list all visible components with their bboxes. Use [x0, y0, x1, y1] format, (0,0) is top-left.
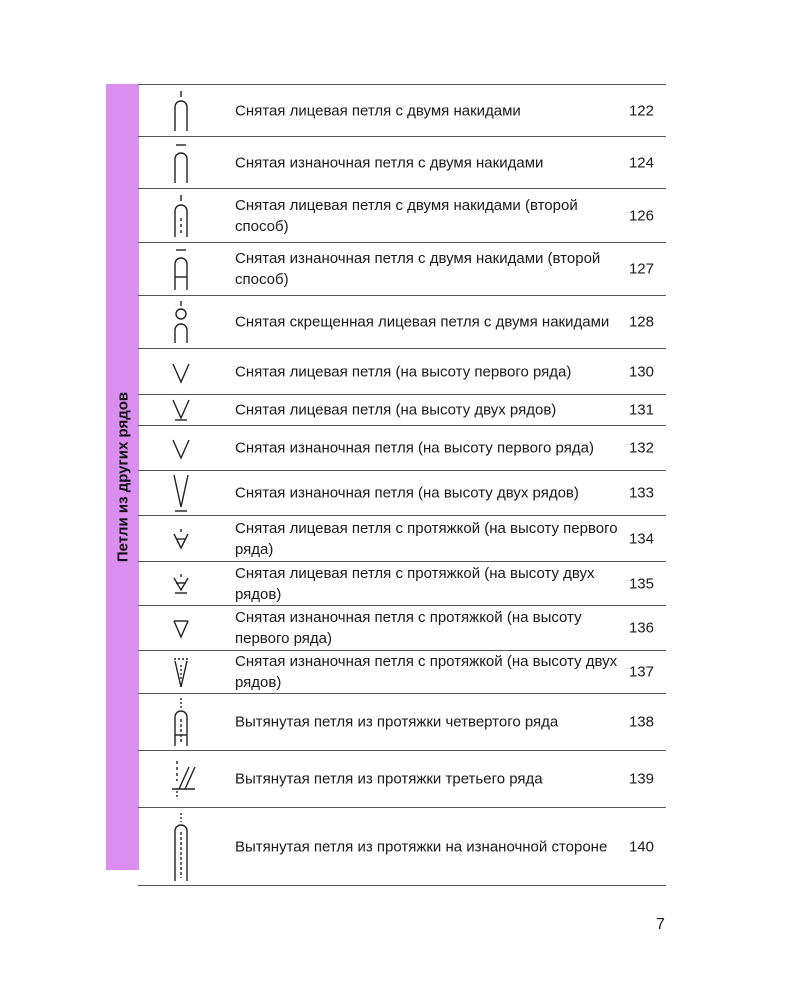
table-row [138, 751, 666, 808]
section-tab-label: Петли из других рядов [114, 391, 131, 563]
slip-purl-strand-two-rows-icon [171, 655, 191, 689]
table-row [138, 694, 666, 751]
row-label: Снятая изнаночная петля с двумя накидами (второй способ) [235, 250, 601, 288]
slip-knit-two-yarnovers-icon [171, 90, 191, 132]
elongated-loop-wrong-side-icon [171, 812, 191, 882]
row-label: Снятая изнаночная петля с протяжкой (на высоту первого ряда) [235, 609, 582, 647]
slip-knit-two-yarnovers-alt-icon [171, 194, 191, 238]
row-page: 133 [628, 484, 654, 502]
table-row [138, 471, 666, 516]
slip-purl-two-yarnovers-alt-icon [171, 247, 191, 291]
slip-twisted-knit-two-yarnovers-icon [171, 300, 191, 344]
table-row [138, 606, 666, 651]
table-row [138, 85, 666, 137]
row-label: Снятая изнаночная петля с протяжкой (на высоту двух рядов) [235, 653, 618, 691]
row-page: 139 [628, 770, 654, 788]
row-page: 130 [628, 363, 654, 380]
slip-purl-strand-first-row-icon [171, 617, 191, 639]
row-page: 136 [628, 619, 654, 637]
slip-knit-two-rows-icon [171, 398, 191, 422]
table-row [138, 243, 666, 296]
table-row [138, 395, 666, 426]
row-label: Вытянутая петля из протяжки третьего ряда [235, 770, 543, 788]
row-page: 131 [628, 401, 654, 419]
row-page: 132 [628, 439, 654, 457]
row-label: Снятая лицевая петля с протяжкой (на высоту первого ряда) [235, 519, 618, 558]
row-page: 124 [628, 154, 654, 171]
row-label: Снятая лицевая петля (на высоту двух рядов) [235, 401, 557, 419]
table-row [138, 808, 666, 886]
table-row [138, 562, 666, 606]
row-label: Вытянутая петля из протяжки на изнаночной стороне [235, 838, 608, 855]
row-page: 134 [628, 530, 654, 547]
table-row [138, 349, 666, 395]
row-label: Снятая лицевая петля с двумя накидами [235, 102, 521, 119]
slip-purl-first-row-icon [171, 436, 191, 460]
section-tab [106, 84, 139, 870]
table-row [138, 189, 666, 243]
elongated-loop-third-row-icon [171, 759, 197, 799]
row-label: Снятая изнаночная петля (на высоту первого ряда) [235, 439, 594, 457]
row-label: Вытянутая петля из протяжки четвертого ряда [235, 713, 559, 731]
table-row [138, 516, 666, 562]
row-label: Снятая лицевая петля с двумя накидами (второй способ) [235, 196, 578, 235]
row-page: 128 [628, 313, 654, 331]
table-row [138, 137, 666, 189]
elongated-loop-fourth-row-icon [171, 697, 191, 747]
slip-knit-strand-first-row-icon [171, 528, 191, 550]
stitch-symbol-table [138, 84, 666, 886]
row-label: Снятая лицевая петля (на высоту первого ряда) [235, 363, 572, 380]
row-label: Снятая лицевая петля с протяжкой (на высоту двух рядов) [235, 564, 595, 603]
page-number: 7 [656, 916, 665, 933]
slip-knit-strand-two-rows-icon [171, 573, 191, 595]
row-page: 137 [628, 663, 654, 681]
slip-knit-first-row-icon [171, 360, 191, 384]
row-label: Снятая изнаночная петля (на высоту двух рядов) [235, 484, 579, 502]
row-page: 135 [628, 575, 654, 592]
slip-purl-two-rows-icon [171, 473, 191, 513]
row-page: 122 [628, 102, 654, 119]
row-page: 140 [628, 838, 654, 855]
row-page: 138 [628, 713, 654, 731]
table-row [138, 651, 666, 694]
row-page: 127 [628, 260, 654, 278]
slip-purl-two-yarnovers-icon [171, 142, 191, 184]
row-page: 126 [628, 207, 654, 224]
table-row [138, 426, 666, 471]
row-label: Снятая скрещенная лицевая петля с двумя накидами [235, 313, 610, 331]
table-row [138, 296, 666, 349]
row-label: Снятая изнаночная петля с двумя накидами [235, 154, 544, 171]
